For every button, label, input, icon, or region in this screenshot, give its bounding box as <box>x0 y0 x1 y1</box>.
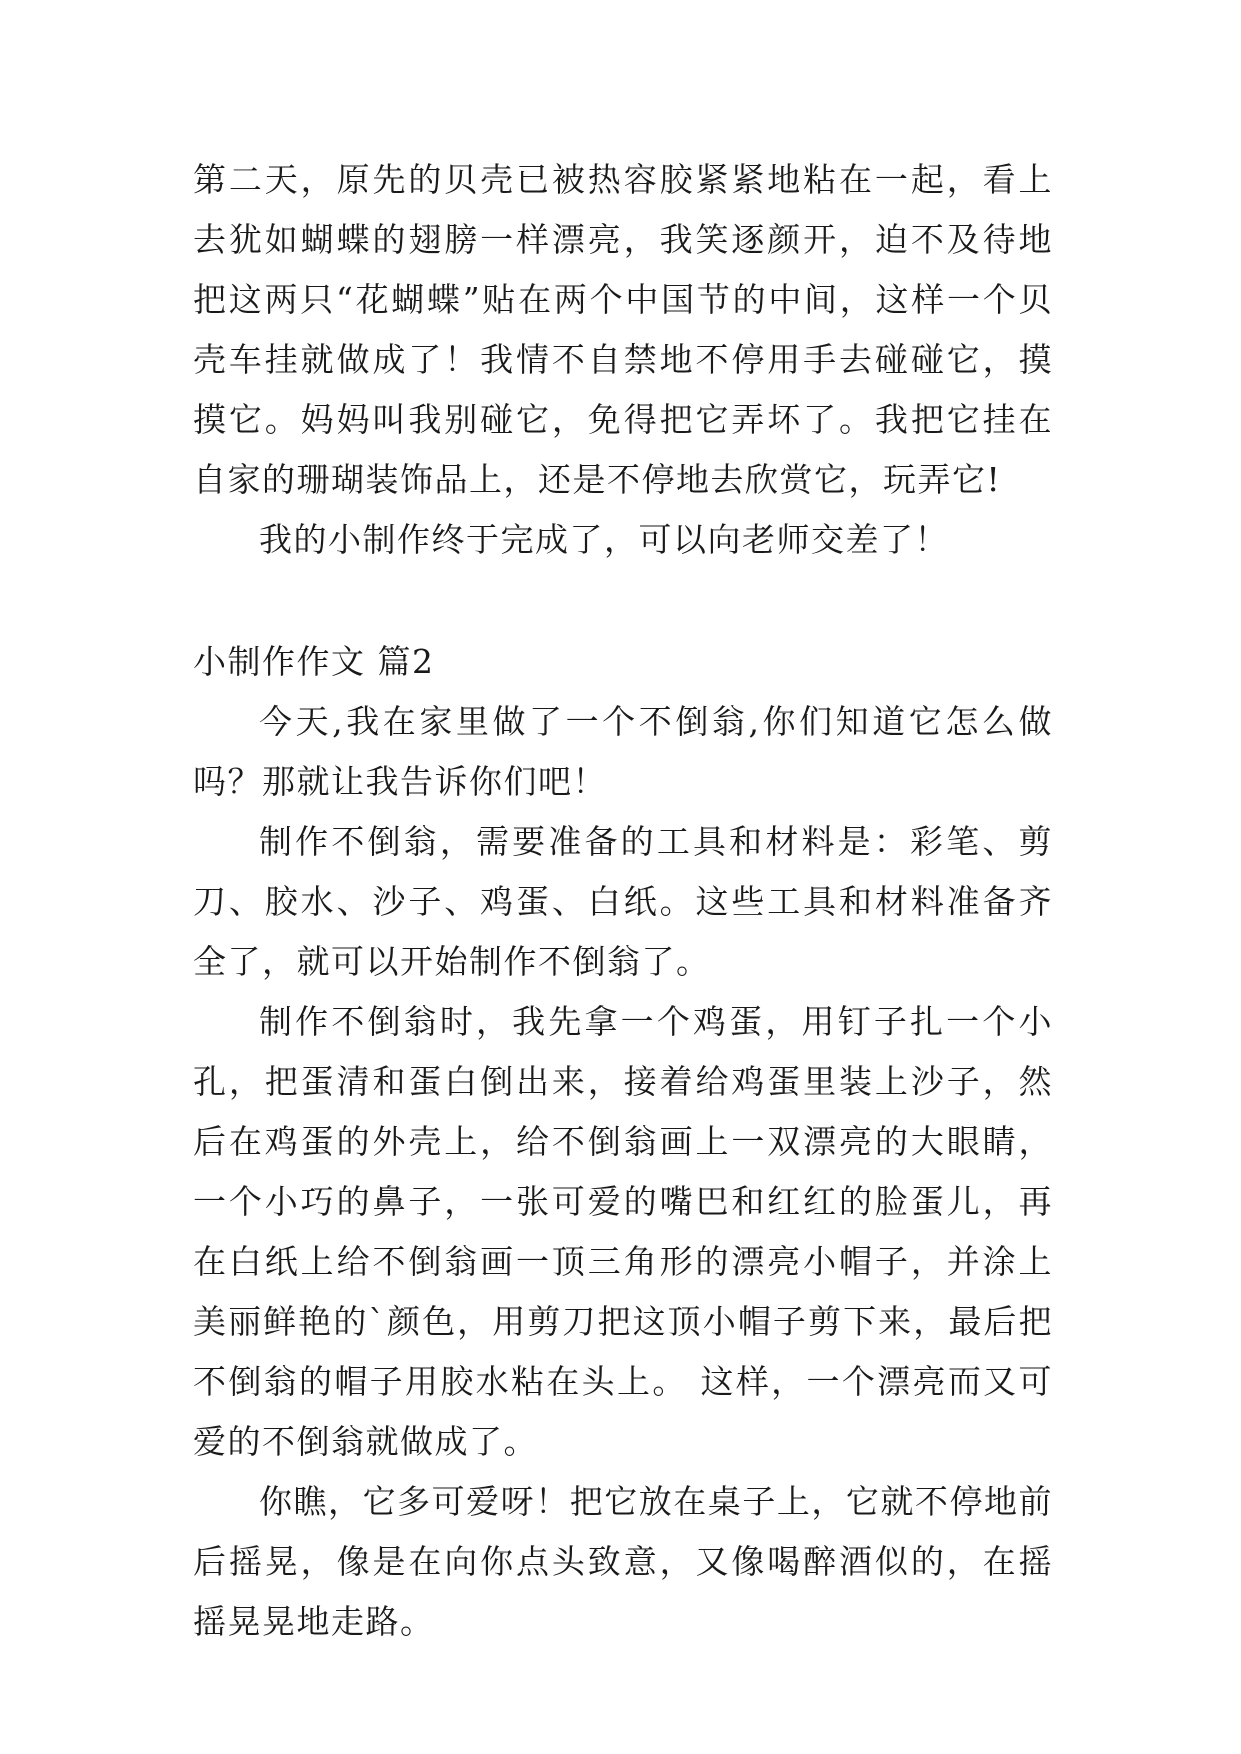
paragraph-materials: 制作不倒翁，需要准备的工具和材料是：彩笔、剪刀、胶水、沙子、鸡蛋、白纸。这些工具和材料准备齐全了，就可以开始制作不倒翁了。 <box>193 822 1053 981</box>
paragraph-shell-butterfly: 第二天，原先的贝壳已被热容胶紧紧地粘在一起，看上去犹如蝴蝶的翅膀一样漂亮，我笑逐颜开，迫不及待地把这两只“花蝴蝶”贴在两个中国节的中间，这样一个贝壳车挂就做成了！我情不自禁地不停用手去碰碰它，摸摸它。妈妈叫我别碰它，免得把它弄坏了。我把它挂在自家的珊瑚装饰品上，还是不停地去欣赏它，玩弄它! <box>193 160 1053 499</box>
document-body <box>193 150 1053 1652</box>
paragraph-intro: 今天,我在家里做了一个不倒翁,你们知道它怎么做吗？那就让我告诉你们吧！ <box>193 702 1053 801</box>
paragraph-finished: 我的小制作终于完成了，可以向老师交差了！ <box>259 520 949 559</box>
paragraph-steps: 制作不倒翁时，我先拿一个鸡蛋，用钉子扎一个小孔，把蛋清和蛋白倒出来，接着给鸡蛋里装上沙子，然后在鸡蛋的外壳上，给不倒翁画上一双漂亮的大眼睛，一个小巧的鼻子，一张可爱的嘴巴和红红的脸蛋儿，再在白纸上给不倒翁画一顶三角形的漂亮小帽子，并涂上美丽鲜艳的`颜色，用剪刀把这顶小帽子剪下来，最后把不倒翁的帽子用胶水粘在头上。 这样，一个漂亮而又可爱的不倒翁就做成了。 <box>193 1002 1053 1461</box>
section-heading: 小制作作文 篇2 <box>193 642 435 681</box>
paragraph-conclusion: 你瞧，它多可爱呀！把它放在桌子上，它就不停地前后摇晃，像是在向你点头致意，又像喝醉酒似的，在摇摇晃晃地走路。 <box>193 1482 1053 1641</box>
